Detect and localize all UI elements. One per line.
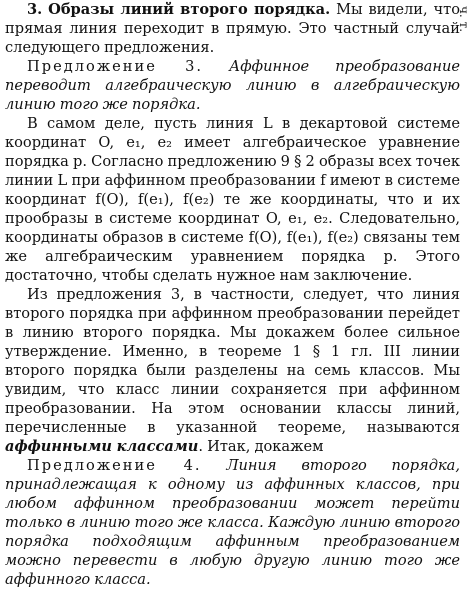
proposition-3 (5, 57, 460, 114)
affine-classes-term: аффинными классами (5, 438, 199, 455)
document-page (5, 0, 461, 588)
proposition-4-label: Предложение 4. (27, 457, 202, 474)
section-intro: Мы видели, что прямая линия переходит в прямую. Это частный случай следующего предложения. (5, 1, 461, 56)
affine-classes-text-after: . Итак, докажем (198, 438, 324, 455)
proof-paragraph: В самом деле, пусть линия L в декартовой системе координат O, e₁, e₂ имеет алгебраическое уравнение порядка p. Согласно предложению 9 § 2 образы всех точек линии L при аффинном преобразовании f имеют в системе координат f(O), f(e₁), f(e₂) те же координаты, что и их прообразы в системе координат O, e₁, e₂. Следовательно, координаты образов в системе f(O), f(e₁), f(e₂) связаны тем же алгебраическим уравнением порядка p. Этого достаточно, чтобы сделать нужное нам заключение. (5, 115, 460, 284)
section-paragraph (5, 0, 460, 57)
affine-classes-text-before: Из предложения 3, в частности, следует, что линия второго порядка при аффинном преобразовании перейдет в линию второго порядка. Мы докажем более сильное утверждение. Именно, в теореме 1 § 1 гл. III линии второго порядка были разделены на семь классов. Мы увидим, что класс линии сохраняется при аффинном преобразовании. На этом основании классы линий, перечисленные в указанной теореме, называются (5, 286, 460, 436)
proposition-4-text: Линия второго порядка, принадлежащая к одному из аффинных классов, при любом аффинном преобразовании может перейти только в линию того же класса. Каждую линию второго порядка подходящим аффинным преобразованием можно перевести в любую другую линию того же аффинного класса. (5, 457, 461, 588)
section-title: Образы линий второго порядка. (48, 1, 331, 18)
affine-classes-paragraph (5, 285, 460, 456)
proposition-4 (5, 456, 460, 589)
section-number: 3. (27, 1, 43, 18)
proposition-3-label: Предложение 3. (27, 58, 203, 75)
margin-mark: ч. т. (457, 6, 471, 33)
proposition-3-text: Аффинное преобразование переводит алгебраическую линию в алгебраическую линию того же порядка. (5, 58, 460, 113)
